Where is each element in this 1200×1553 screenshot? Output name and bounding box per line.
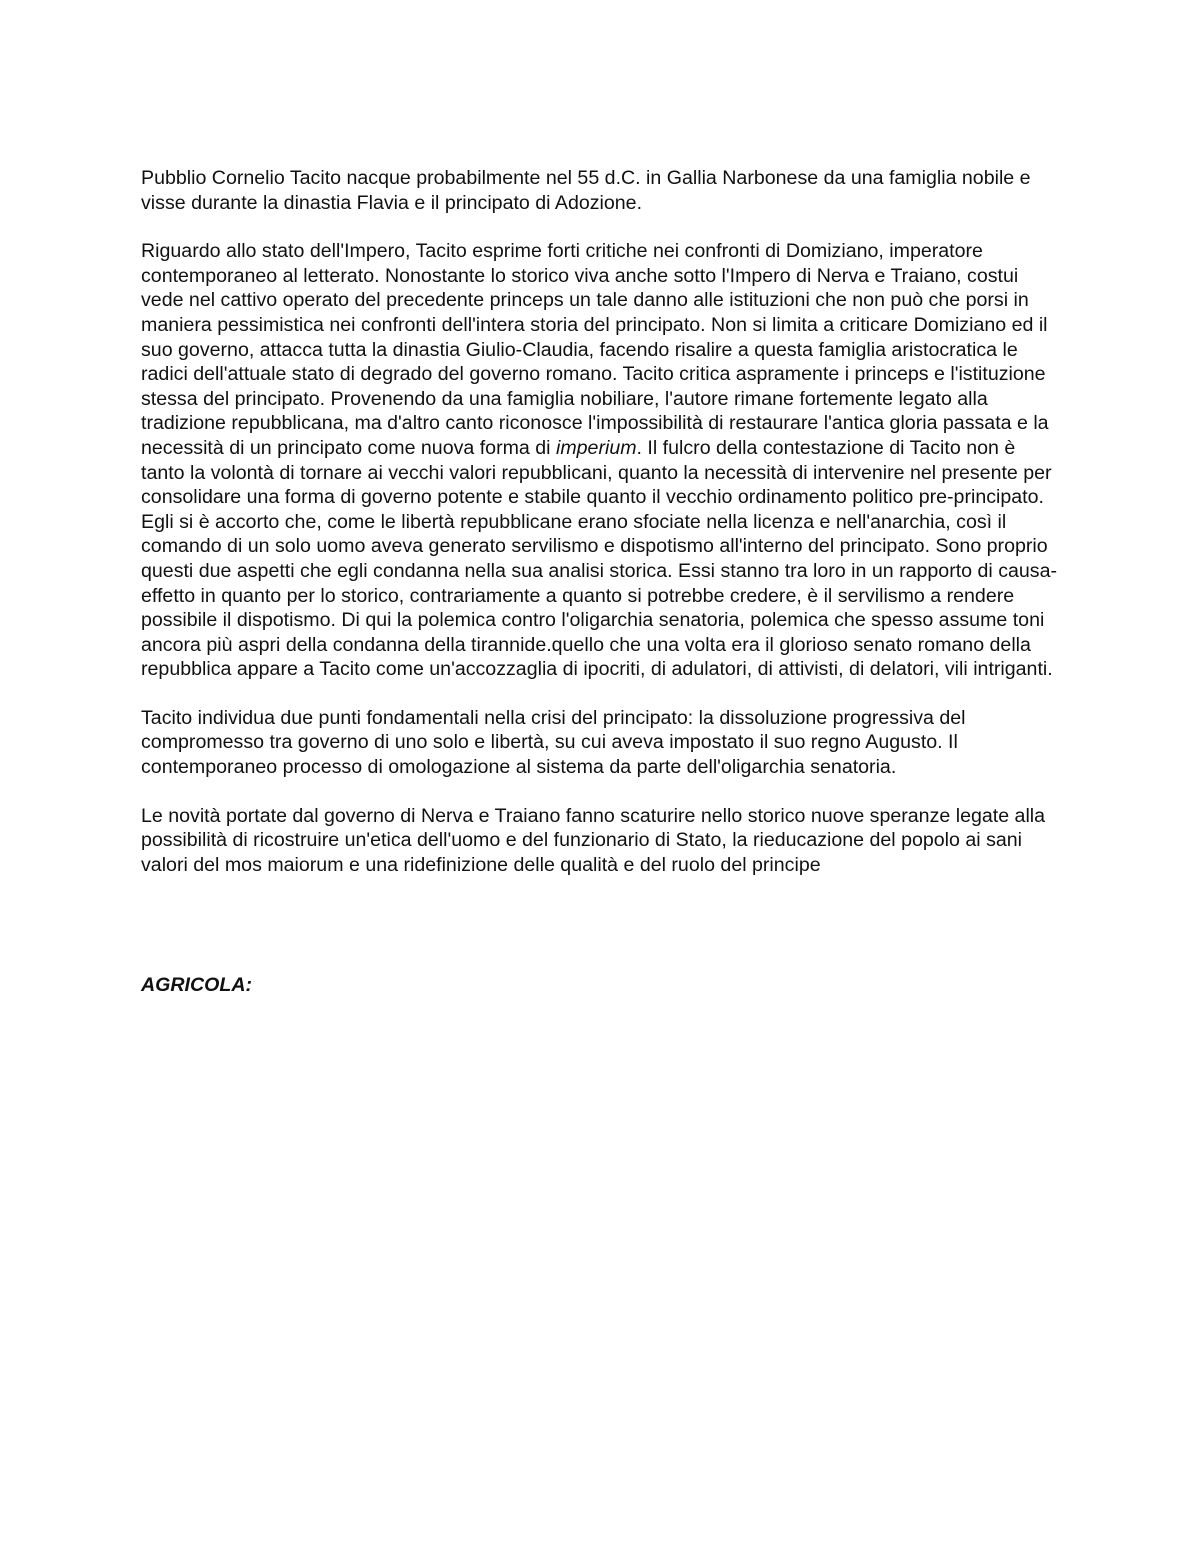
paragraph-novita: Le novità portate dal governo di Nerva e Traiano fanno scaturire nello storico nuove speranze legate alla possibilità di ricostruire un'etica dell'uomo e del funzionario di Stato, la rieducazione del popolo ai sani valori del mos maiorum e una ridefinizione delle qualità e del ruolo del principe bbox=[141, 804, 1046, 876]
section-heading-agricola: AGRICOLA: bbox=[141, 974, 253, 997]
paragraph-crisi: Tacito individua due punti fondamentali nella crisi del principato: la dissoluzione progressiva del compromesso tra governo di uno solo e libertà, su cui aveva impostato il suo regno Augusto. Il contemporaneo processo di omologazione al sistema da parte dell'oligarchia senatoria. bbox=[141, 706, 966, 779]
document-body bbox=[141, 166, 1061, 998]
italic-term-imperium: imperium bbox=[555, 436, 637, 459]
paragraph-intro: Pubblio Cornelio Tacito nacque probabilmente nel 55 d.C. in Gallia Narbonese da una famiglia nobile e visse durante la dinastia Flavia e il principato di Adozione. bbox=[141, 167, 1031, 214]
paragraph-impero-text-after: . Il fulcro della contestazione di Tacito non è tanto la volontà di tornare ai vecchi valori repubblicani, quanto la necessità di intervenire nel presente per consolidare una forma di governo potente e stabile quanto il vecchio ordinamento politico pre-principato. Egli si è accorto che, come le libertà repubblicane erano sfociate nella licenza e nell'anarchia, così il comando di un solo uomo aveva generato servilismo e dispotismo all'interno del principato. Sono proprio questi due aspetti che egli condanna nella sua analisi storica. Essi stanno tra loro in un rapporto di causa-effetto in quanto per lo storico, contrariamente a quanto si potrebbe credere, è il servilismo a rendere possibile il dispotismo. Di qui la polemica contro l'oligarchia senatoria, polemica che spesso assume toni ancora più aspri della condanna della tirannide.quello che una volta era il glorioso senato romano della repubblica appare a Tacito come un'accozzaglia di ipocriti, di adulatori, di attivisti, di delatori, vili intriganti. bbox=[141, 436, 1058, 681]
paragraph-impero bbox=[141, 239, 1061, 682]
paragraph-impero-text-before: Riguardo allo stato dell'Impero, Tacito esprime forti critiche nei confronti di Domiziano, imperatore contemporaneo al letterato. Nonostante lo storico viva anche sotto l'Impero di Nerva e Traiano, costui vede nel cattivo operato del precedente princeps un tale danno alle istituzioni che non può che porsi in maniera pessimistica nei confronti dell'intera storia del principato. Non si limita a criticare Domiziano ed il suo governo, attacca tutta la dinastia Giulio-Claudia, facendo risalire a questa famiglia aristocratica le radici dell'attuale stato di degrado del governo romano. Tacito critica aspramente i princeps e l'istituzione stessa del principato. Provenendo da una famiglia nobiliare, l'autore rimane fortemente legato alla tradizione repubblicana, ma d'altro canto riconosce l'impossibilità di restaurare l'antica gloria passata e la necessità di un principato come nuova forma di bbox=[141, 240, 1049, 459]
